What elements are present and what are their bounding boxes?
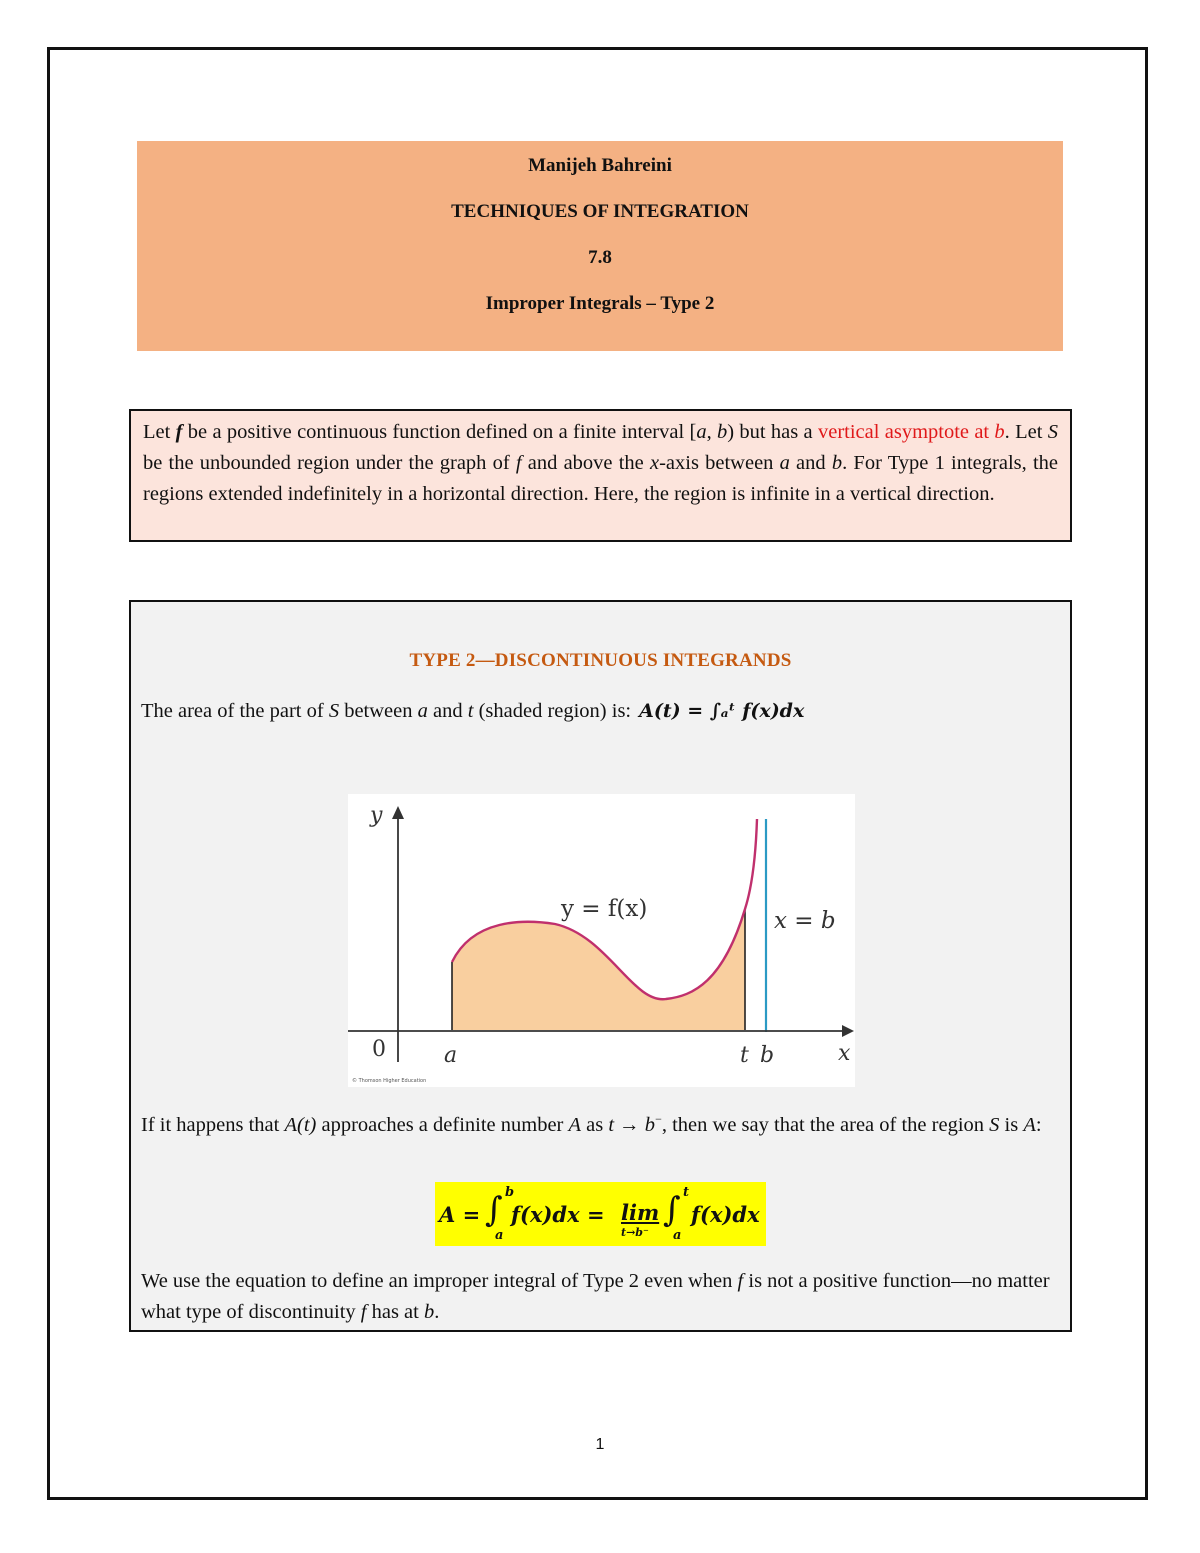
x-axis-label: x: [838, 1041, 851, 1066]
origin-label: 0: [372, 1037, 386, 1062]
a-label: a: [444, 1043, 458, 1068]
closing-statement: We use the equation to define an improper integral of Type 2 even when f is not a positive function—no matter what type of discontinuity f has at b.: [141, 1270, 1050, 1323]
curve-label: y = f(x): [561, 896, 648, 922]
improper-integral-formula: A = ∫ b a f(x)dx = lim t→b⁻ ∫ t a f(x)dx: [435, 1182, 766, 1246]
t-label: t: [740, 1043, 749, 1068]
page-number: 1: [595, 1436, 605, 1453]
b-label: b: [760, 1043, 775, 1068]
chapter-title: TECHNIQUES OF INTEGRATION: [451, 201, 749, 222]
topic-title: Improper Integrals – Type 2: [485, 293, 715, 314]
area-figure: [348, 794, 855, 1087]
asymptote-highlight: vertical asymptote at b: [817, 421, 1005, 443]
title-banner: [137, 141, 1063, 351]
limit-statement: If it happens that A(t) approaches a definite number A as t → b−, then we say that the area of the region S is A:: [141, 1112, 1042, 1136]
y-axis-arrow: [392, 806, 404, 819]
figure-credit: © Thomson Higher Education: [352, 1078, 427, 1084]
definition-box: Let f be a positive continuous function defined on a finite interval [a, b) but has a vertical asymptote at b. Let S be the unbounded region under the graph of f and above the x-axis between a and b. For Type 1 integrals, the regions extended indefinitely in a horizontal direction. Here, the region is infinite in a vertical direction.: [129, 409, 1072, 542]
area-statement: The area of the part of S between a and t (shaded region) is: A(t) = ∫ₐᵗ f(x)dx: [141, 700, 805, 722]
y-axis-label: y: [370, 803, 383, 828]
asymptote-label: x = b: [774, 908, 836, 934]
section-number: 7.8: [588, 247, 612, 268]
x-axis-arrow: [842, 1025, 854, 1037]
type2-title: TYPE 2—DISCONTINUOUS INTEGRANDS: [409, 650, 792, 671]
area-figure-svg: [348, 794, 855, 1087]
author-name: Manijeh Bahreini: [528, 155, 672, 176]
area-formula: A(t) = ∫ₐᵗ f(x)dx: [639, 700, 805, 722]
type2-box: [129, 600, 1072, 1332]
